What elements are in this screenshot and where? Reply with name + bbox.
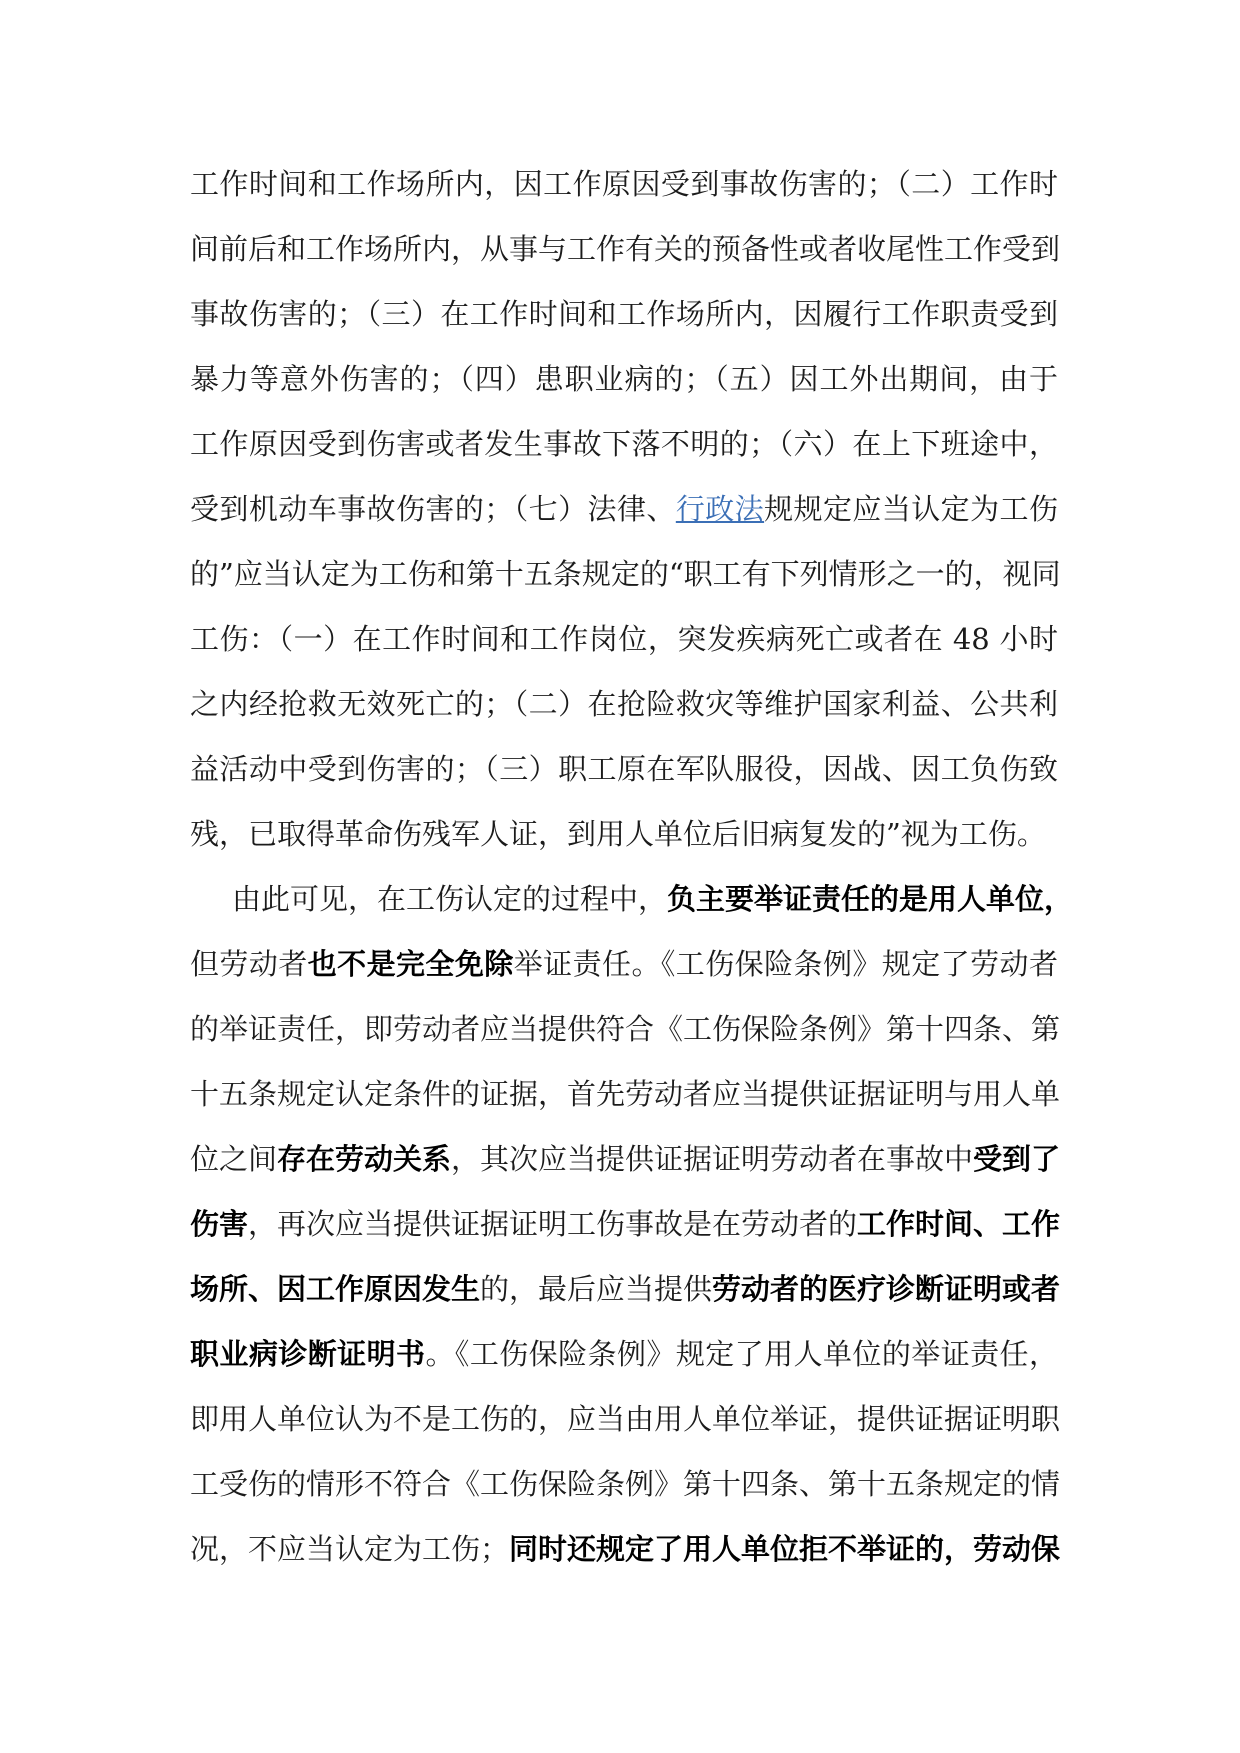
- bold-text: 工作时间、工作: [857, 1207, 1061, 1241]
- body-text: 况，不应当认定为工伤；: [190, 1532, 510, 1566]
- text-line: [190, 1452, 1061, 1517]
- bold-text: 同时还规定了用人单位拒不举证的，劳动保: [509, 1532, 1061, 1566]
- bold-text: 负主要举证责任的是用人单位，: [667, 882, 1074, 916]
- bold-text: 也不是完全免除: [307, 947, 514, 981]
- body-text: 的举证责任，即劳动者应当提供符合《工伤保险条例》第十四条、第: [190, 1012, 1061, 1046]
- text-line: [190, 347, 1058, 412]
- bold-text: 劳动者的医疗诊断证明或者: [712, 1272, 1061, 1306]
- text-line: [190, 217, 1061, 282]
- text-line: [190, 1322, 1058, 1387]
- body-text: 即用人单位认为不是工伤的，应当由用人单位举证，提供证据证明职: [190, 1402, 1061, 1436]
- body-text: 由此可见，在工伤认定的过程中，: [232, 882, 668, 916]
- body-text: 的”应当认定为工伤和第十五条规定的“职工有下列情形之一的，视同: [190, 557, 1061, 591]
- text-line: [190, 802, 1058, 867]
- text-line: [190, 1257, 1061, 1322]
- body-text: 工伤：（一）在工作时间和工作岗位，突发疾病死亡或者在 48 小时: [190, 622, 1058, 656]
- body-text: 间前后和工作场所内，从事与工作有关的预备性或者收尾性工作受到: [190, 232, 1061, 266]
- body-text: 十五条规定认定条件的证据，首先劳动者应当提供证据证明与用人单: [190, 1077, 1061, 1111]
- text-line: [190, 607, 1058, 672]
- body-text: 的，最后应当提供: [480, 1272, 713, 1306]
- bold-text: 受到了: [973, 1142, 1061, 1176]
- text-line: [190, 737, 1058, 802]
- body-text: 工作原因受到伤害或者发生事故下落不明的；（六）在上下班途中，: [190, 427, 1058, 461]
- body-text: 暴力等意外伤害的；（四）患职业病的；（五）因工外出期间，由于: [190, 362, 1058, 396]
- body-text: 受到机动车事故伤害的；（七）法律、: [190, 492, 676, 526]
- body-text: 。《工伤保险条例》规定了用人单位的举证责任，: [425, 1337, 1058, 1371]
- body-text: 事故伤害的；（三）在工作时间和工作场所内，因履行工作职责受到: [190, 297, 1058, 331]
- body-text: 益活动中受到伤害的；（三）职工原在军队服役，因战、因工负伤致: [190, 752, 1058, 786]
- text-line: [190, 542, 1061, 607]
- bold-text: 伤害: [190, 1207, 249, 1241]
- text-line: [190, 1517, 1061, 1582]
- body-text: 但劳动者: [190, 947, 308, 981]
- text-line: [190, 412, 1058, 477]
- text-line: [190, 477, 1058, 542]
- body-text: 之内经抢救无效死亡的；（二）在抢险救灾等维护国家利益、公共利: [190, 687, 1058, 721]
- bold-text: 职业病诊断证明书: [190, 1337, 426, 1371]
- body-text: ，再次应当提供证据证明工伤事故是在劳动者的: [248, 1207, 858, 1241]
- text-line: [190, 1127, 1061, 1192]
- bold-text: 场所、因工作原因发生: [190, 1272, 481, 1306]
- body-text: 残，已取得革命伤残军人证，到用人单位后旧病复发的”视为工伤。: [190, 817, 1046, 851]
- bold-text: 存在劳动关系: [277, 1142, 452, 1176]
- body-text: 位之间: [190, 1142, 278, 1176]
- body-text: 举证责任。《工伤保险条例》规定了劳动者: [513, 947, 1058, 981]
- document-body: [190, 152, 1074, 1582]
- text-line: [190, 1192, 1061, 1257]
- text-line: [190, 997, 1061, 1062]
- body-text: 工受伤的情形不符合《工伤保险条例》第十四条、第十五条规定的情: [190, 1467, 1061, 1501]
- hyperlink[interactable]: 行政法: [675, 492, 765, 526]
- body-text: ，其次应当提供证据证明劳动者在事故中: [451, 1142, 974, 1176]
- body-text: 规规定应当认定为工伤: [764, 492, 1058, 526]
- body-text: 工作时间和工作场所内，因工作原因受到事故伤害的；（二）工作时: [190, 167, 1058, 201]
- text-line: [190, 282, 1058, 347]
- text-line: [190, 152, 1058, 217]
- text-line: [190, 932, 1058, 997]
- text-line: [190, 1387, 1061, 1452]
- text-line: [190, 1062, 1061, 1127]
- text-line: [190, 672, 1058, 737]
- paragraph-first-line: [190, 867, 1074, 932]
